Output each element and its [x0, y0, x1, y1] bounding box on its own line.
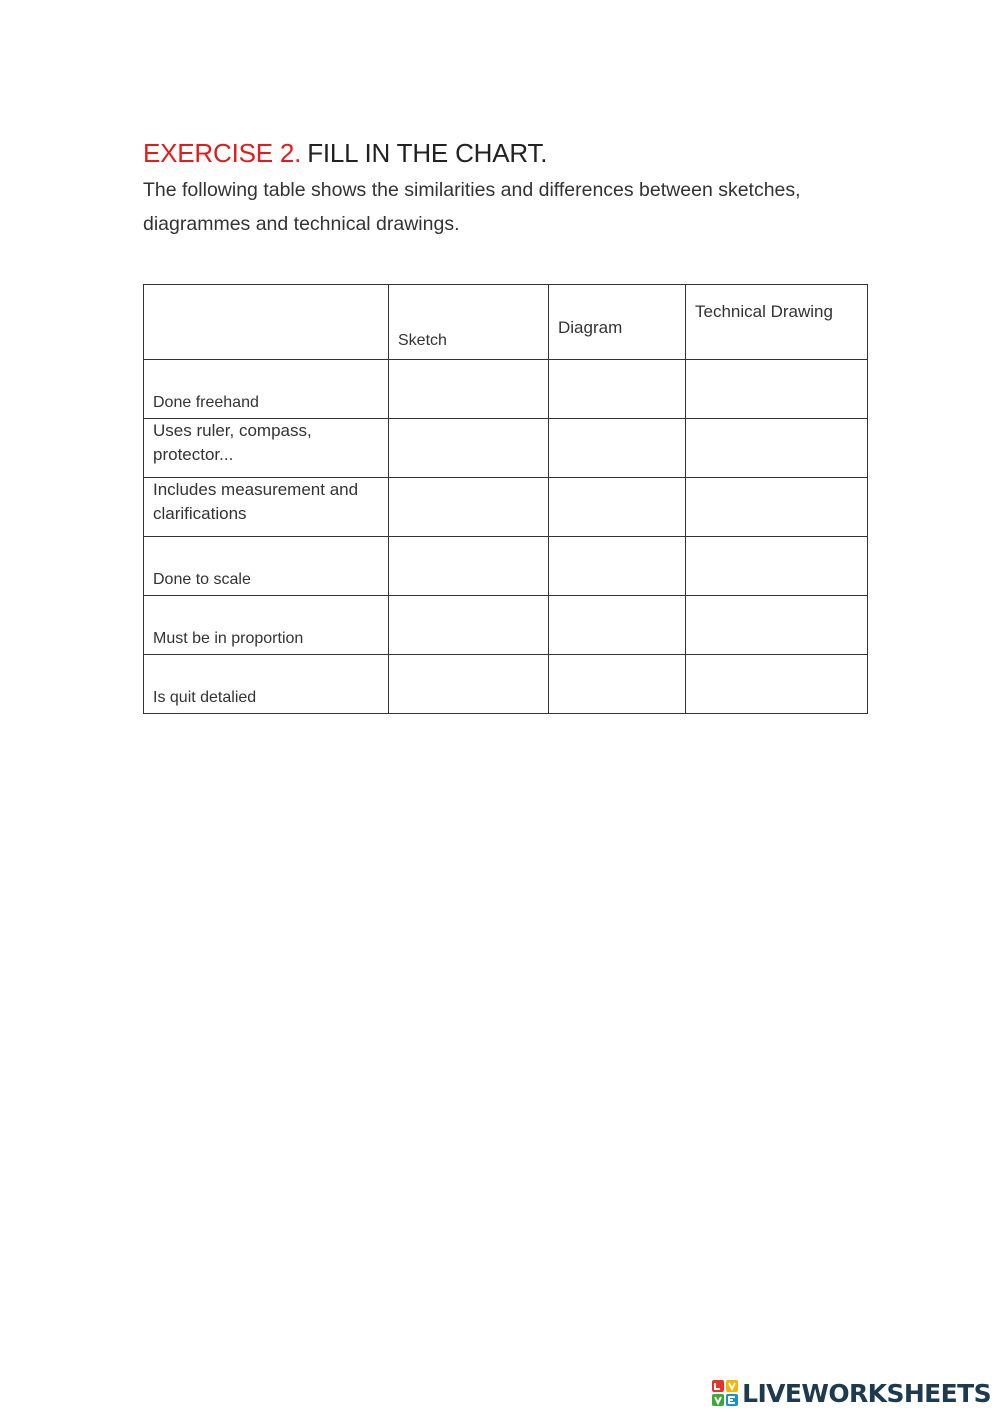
answer-cell[interactable] [389, 360, 549, 419]
answer-cell[interactable] [389, 478, 549, 537]
column-header-sketch: Sketch [389, 285, 549, 360]
liveworksheets-logo-icon [712, 1380, 738, 1406]
answer-cell[interactable] [549, 419, 686, 478]
column-header-diagram: Diagram [549, 285, 686, 360]
header-corner-cell [144, 285, 389, 360]
row-label: Done freehand [144, 360, 389, 419]
table-row [144, 360, 868, 419]
exercise-label: EXERCISE 2. [143, 138, 302, 168]
table-row [144, 537, 868, 596]
table-row [144, 596, 868, 655]
answer-cell[interactable] [686, 360, 868, 419]
row-label: Must be in proportion [144, 596, 389, 655]
exercise-heading: FILL IN THE CHART. [307, 138, 548, 168]
comparison-table [143, 284, 868, 714]
liveworksheets-brand: LIVEWORKSHEETS [742, 1378, 991, 1408]
answer-cell[interactable] [389, 537, 549, 596]
answer-cell[interactable] [686, 596, 868, 655]
row-label: Includes measurement and clarifications [144, 478, 389, 537]
exercise-title [143, 138, 547, 169]
table-row [144, 655, 868, 714]
answer-cell[interactable] [549, 537, 686, 596]
row-label: Is quit detalied [144, 655, 389, 714]
answer-cell[interactable] [549, 478, 686, 537]
table-header-row [144, 285, 868, 360]
answer-cell[interactable] [389, 655, 549, 714]
table-row [144, 419, 868, 478]
row-label: Uses ruler, compass, protector... [144, 419, 389, 478]
table-row [144, 478, 868, 537]
answer-cell[interactable] [389, 419, 549, 478]
liveworksheets-logo [712, 1375, 991, 1411]
row-label: Done to scale [144, 537, 389, 596]
answer-cell[interactable] [549, 360, 686, 419]
exercise-instructions: The following table shows the similarities and differences between sketches, diagrammes and technical drawings. [143, 179, 801, 235]
answer-cell[interactable] [686, 655, 868, 714]
answer-cell[interactable] [686, 537, 868, 596]
answer-cell[interactable] [389, 596, 549, 655]
column-header-technical-drawing: Technical Drawing [686, 285, 868, 360]
answer-cell[interactable] [686, 478, 868, 537]
answer-cell[interactable] [549, 655, 686, 714]
answer-cell[interactable] [549, 596, 686, 655]
answer-cell[interactable] [686, 419, 868, 478]
